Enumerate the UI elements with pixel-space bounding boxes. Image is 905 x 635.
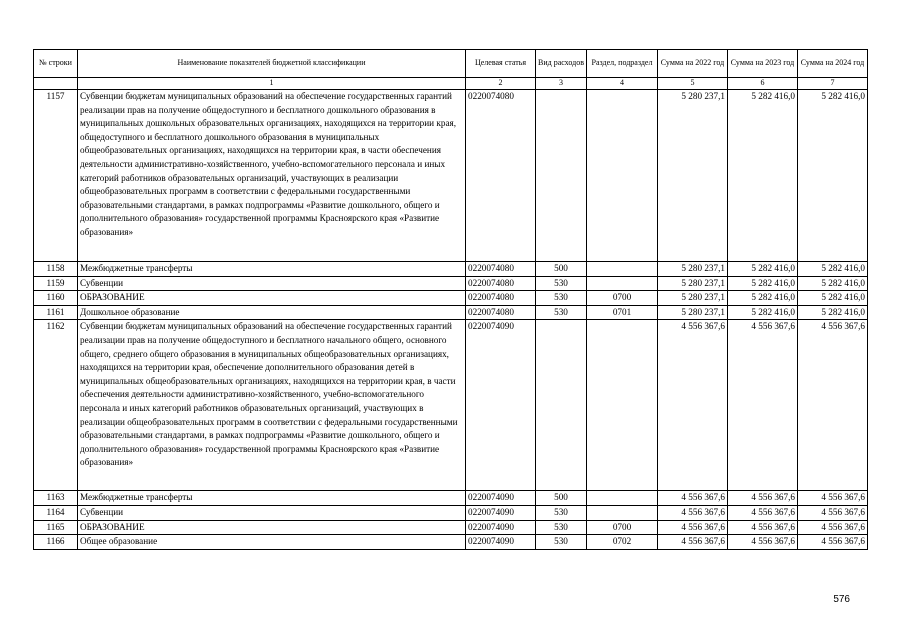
sum-2024: 5 282 416,0 — [798, 276, 868, 291]
header-sum-2024: Сумма на 2024 год — [798, 50, 868, 78]
header-section: Раздел, подраздел — [587, 50, 658, 78]
indicator-name: Общее образование — [78, 535, 466, 550]
indicator-name: Межбюджетные трансферты — [78, 262, 466, 277]
row-number: 1162 — [34, 320, 78, 491]
indicator-name: Субвенции — [78, 505, 466, 520]
section — [587, 505, 658, 520]
sum-2023: 4 556 367,6 — [728, 320, 798, 491]
sum-2023: 4 556 367,6 — [728, 520, 798, 535]
table-row — [34, 276, 868, 291]
expense-type: 530 — [536, 520, 587, 535]
section — [587, 90, 658, 262]
header-expense-type: Вид расходов — [536, 50, 587, 78]
sum-2023: 4 556 367,6 — [728, 505, 798, 520]
expense-type: 500 — [536, 262, 587, 277]
column-number: 3 — [536, 78, 587, 90]
row-number: 1165 — [34, 520, 78, 535]
header-sum-2023: Сумма на 2023 год — [728, 50, 798, 78]
column-number: 2 — [466, 78, 536, 90]
sum-2024: 4 556 367,6 — [798, 320, 868, 491]
header-indicator-name: Наименование показателей бюджетной классификации — [78, 50, 466, 78]
column-number-blank — [34, 78, 78, 90]
indicator-name: ОБРАЗОВАНИЕ — [78, 520, 466, 535]
expense-type: 530 — [536, 291, 587, 306]
sum-2024: 4 556 367,6 — [798, 520, 868, 535]
column-number: 1 — [78, 78, 466, 90]
indicator-name: ОБРАЗОВАНИЕ — [78, 291, 466, 306]
table-row — [34, 491, 868, 506]
expense-type — [536, 90, 587, 262]
sum-2024: 4 556 367,6 — [798, 535, 868, 550]
column-number: 4 — [587, 78, 658, 90]
indicator-name: Межбюджетные трансферты — [78, 491, 466, 506]
row-number: 1164 — [34, 505, 78, 520]
sum-2023: 5 282 416,0 — [728, 276, 798, 291]
sum-2022: 4 556 367,6 — [658, 535, 728, 550]
sum-2022: 4 556 367,6 — [658, 520, 728, 535]
row-number: 1160 — [34, 291, 78, 306]
sum-2022: 5 280 237,1 — [658, 305, 728, 320]
header-sum-2022: Сумма на 2022 год — [658, 50, 728, 78]
indicator-name: Субвенции — [78, 276, 466, 291]
sum-2023: 4 556 367,6 — [728, 535, 798, 550]
target-article: 0220074090 — [466, 505, 536, 520]
expense-type: 500 — [536, 491, 587, 506]
row-number: 1163 — [34, 491, 78, 506]
table-row — [34, 505, 868, 520]
table-row — [34, 520, 868, 535]
header-row-number: № строки — [34, 50, 78, 78]
sum-2023: 4 556 367,6 — [728, 491, 798, 506]
section: 0700 — [587, 520, 658, 535]
budget-table — [33, 49, 868, 550]
sum-2023: 5 282 416,0 — [728, 291, 798, 306]
table-header — [34, 50, 868, 90]
expense-type: 530 — [536, 535, 587, 550]
expense-type: 530 — [536, 305, 587, 320]
target-article: 0220074080 — [466, 305, 536, 320]
table-row — [34, 320, 868, 491]
section: 0700 — [587, 291, 658, 306]
section — [587, 320, 658, 491]
sum-2022: 4 556 367,6 — [658, 320, 728, 491]
target-article: 0220074080 — [466, 291, 536, 306]
table-row — [34, 535, 868, 550]
sum-2022: 4 556 367,6 — [658, 491, 728, 506]
sum-2022: 5 280 237,1 — [658, 262, 728, 277]
section — [587, 491, 658, 506]
row-number: 1161 — [34, 305, 78, 320]
row-number: 1166 — [34, 535, 78, 550]
budget-document — [33, 49, 867, 550]
sum-2023: 5 282 416,0 — [728, 305, 798, 320]
sum-2024: 5 282 416,0 — [798, 262, 868, 277]
sum-2024: 5 282 416,0 — [798, 305, 868, 320]
target-article: 0220074080 — [466, 90, 536, 262]
section: 0702 — [587, 535, 658, 550]
section — [587, 276, 658, 291]
table-row — [34, 262, 868, 277]
header-target-article: Целевая статья — [466, 50, 536, 78]
table-row — [34, 90, 868, 262]
target-article: 0220074080 — [466, 276, 536, 291]
target-article: 0220074090 — [466, 535, 536, 550]
sum-2022: 5 280 237,1 — [658, 90, 728, 262]
page-number: 576 — [833, 594, 850, 605]
section: 0701 — [587, 305, 658, 320]
sum-2024: 4 556 367,6 — [798, 505, 868, 520]
column-number: 5 — [658, 78, 728, 90]
row-number: 1157 — [34, 90, 78, 262]
section — [587, 262, 658, 277]
row-number: 1159 — [34, 276, 78, 291]
target-article: 0220074090 — [466, 491, 536, 506]
column-number: 6 — [728, 78, 798, 90]
sum-2024: 5 282 416,0 — [798, 90, 868, 262]
column-number: 7 — [798, 78, 868, 90]
table-row — [34, 305, 868, 320]
sum-2022: 5 280 237,1 — [658, 276, 728, 291]
expense-type: 530 — [536, 505, 587, 520]
table-body — [34, 90, 868, 550]
sum-2024: 4 556 367,6 — [798, 491, 868, 506]
sum-2023: 5 282 416,0 — [728, 90, 798, 262]
sum-2024: 5 282 416,0 — [798, 291, 868, 306]
expense-type — [536, 320, 587, 491]
expense-type: 530 — [536, 276, 587, 291]
target-article: 0220074090 — [466, 320, 536, 491]
sum-2023: 5 282 416,0 — [728, 262, 798, 277]
sum-2022: 4 556 367,6 — [658, 505, 728, 520]
row-number: 1158 — [34, 262, 78, 277]
target-article: 0220074090 — [466, 520, 536, 535]
indicator-name: Субвенции бюджетам муниципальных образований на обеспечение государственных гарантий реализации прав на получение общедоступного и бесплатного дошкольного образования в муниципальных дошкольных образовательных организациях, находящихся на территории края, общедоступного и бесплатного дошкольного образования в муниципальных общеобразовательных организациях, находящихся на территории края, в части обеспечения деятельности административно-хозяйственного, учебно-вспомогательного персонала и иных категорий работников образовательных организаций, участвующих в реализации общеобразовательных программ в соответствии с федеральными государственными образовательными стандартами, в рамках подпрограммы «Развитие дошкольного, общего и дополнительного образования» государственной программы Красноярского края «Развитие образования» — [78, 90, 466, 262]
sum-2022: 5 280 237,1 — [658, 291, 728, 306]
indicator-name: Дошкольное образование — [78, 305, 466, 320]
table-row — [34, 291, 868, 306]
indicator-name: Субвенции бюджетам муниципальных образований на обеспечение государственных гарантий реализации прав на получение общедоступного и бесплатного начального общего, основного общего, среднего общего образования в муниципальных общеобразовательных организациях, находящихся на территории края, обеспечение дополнительного образования детей в муниципальных общеобразовательных организациях, находящихся на территории края, в части обеспечения деятельности административно-хозяйственного, учебно-вспомогательного персонала и иных категорий работников образовательных организаций, участвующих в реализации общеобразовательных программ в соответствии с федеральными государственными образовательными стандартами, в рамках подпрограммы «Развитие дошкольного, общего и дополнительного образования» государственной программы Красноярского края «Развитие образования» — [78, 320, 466, 491]
target-article: 0220074080 — [466, 262, 536, 277]
